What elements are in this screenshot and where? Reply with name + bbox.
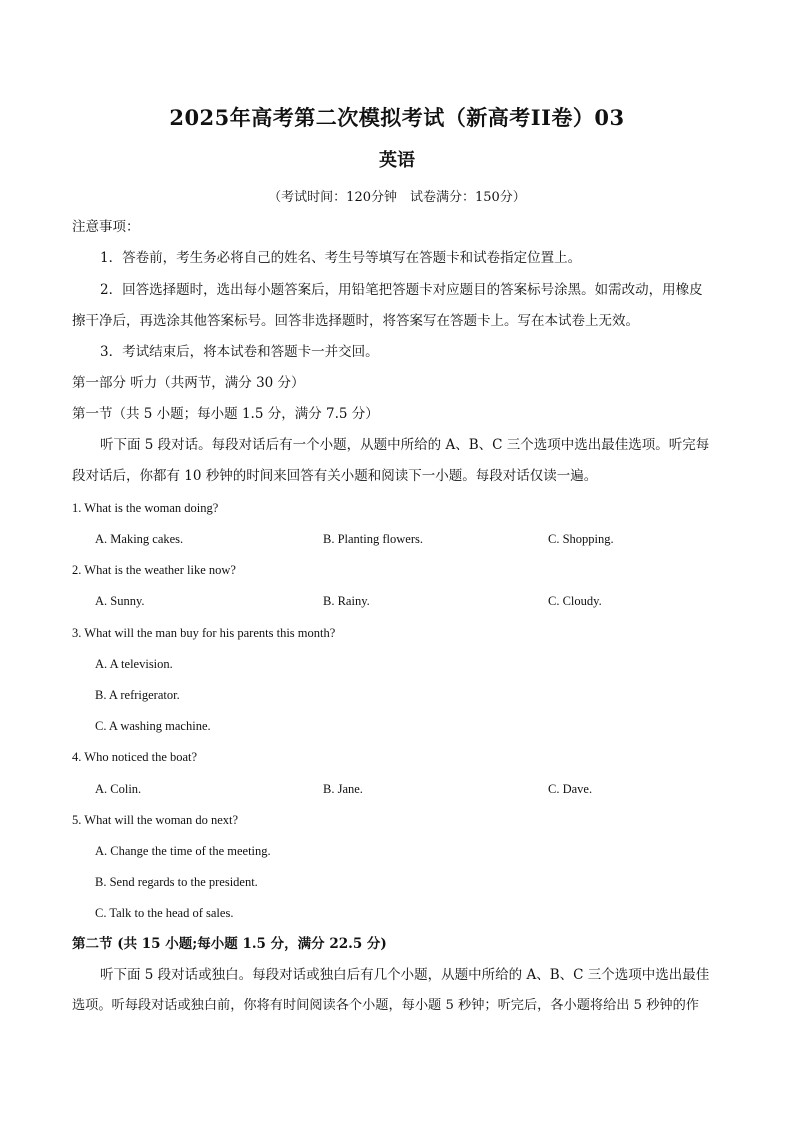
- subject-title: 英语: [379, 150, 415, 171]
- section2-instructions-line-1: 听下面 5 段对话或独白。每段对话或独白后有几个小题，从题中所给的 A、B、C 三个选项中选出最佳: [100, 967, 710, 983]
- question-3-option-c: C. A washing machine.: [95, 719, 211, 733]
- question-5-option-a: A. Change the time of the meeting.: [95, 844, 271, 858]
- question-4-option-b: B. Jane.: [323, 782, 363, 796]
- question-1-option-a: A. Making cakes.: [95, 532, 184, 546]
- question-3-option-b: B. A refrigerator.: [95, 688, 180, 702]
- section2-instructions-line-2: 选项。听每段对话或独白前，你将有时间阅读各个小题，每小题 5 秒钟；听完后，各小题将给出 5 秒钟的作: [72, 998, 699, 1013]
- page-title: 2025年高考第二次模拟考试（新高考II卷）03: [169, 105, 625, 130]
- question-5-option-b: B. Send regards to the president.: [95, 875, 258, 889]
- question-3-option-a: A. A television.: [95, 657, 173, 671]
- question-4-option-a: A. Colin.: [95, 782, 142, 796]
- note-3: 3．考试结束后，将本试卷和答题卡一并交回。: [100, 344, 379, 360]
- question-2: 2. What is the weather like now?: [72, 563, 236, 577]
- question-1-option-b: B. Planting flowers.: [323, 532, 423, 546]
- question-2-option-a: A. Sunny.: [95, 594, 145, 608]
- question-2-option-b: B. Rainy.: [323, 594, 370, 608]
- section1-instructions-line-1: 听下面 5 段对话。每段对话后有一个小题，从题中所给的 A、B、C 三个选项中选出最佳选项。听完每: [100, 437, 710, 453]
- question-2-option-c: C. Cloudy.: [548, 594, 602, 608]
- question-4-option-c: C. Dave.: [548, 782, 593, 796]
- note-2-line-1: 2．回答选择题时，选出每小题答案后，用铅笔把答题卡对应题目的答案标号涂黑。如需改动，用橡皮: [100, 282, 703, 298]
- question-5: 5. What will the woman do next?: [72, 813, 239, 827]
- section2-heading: 第二节 (共 15 小题;每小题 1.5 分，满分 22.5 分): [72, 936, 387, 952]
- question-5-option-c: C. Talk to the head of sales.: [95, 906, 234, 920]
- part1-heading: 第一部分 听力（共两节，满分 30 分）: [72, 375, 305, 391]
- section1-instructions-line-2: 段对话后，你都有 10 秒钟的时间来回答有关小题和阅读下一小题。每段对话仅读一遍。: [72, 468, 598, 484]
- note-1: 1．答卷前，考生务必将自己的姓名、考生号等填写在答题卡和试卷指定位置上。: [100, 250, 582, 266]
- question-1: 1. What is the woman doing?: [72, 501, 219, 515]
- question-1-option-c: C. Shopping.: [548, 532, 614, 546]
- section1-heading: 第一节（共 5 小题；每小题 1.5 分，满分 7.5 分）: [72, 406, 379, 422]
- note-2-line-2: 擦干净后，再选涂其他答案标号。回答非选择题时，将答案写在答题卡上。写在本试卷上无效。: [72, 313, 639, 329]
- question-3: 3. What will the man buy for his parents this month?: [72, 626, 336, 640]
- exam-time-info: （考试时间：120分钟 试卷满分：150分）: [268, 190, 526, 205]
- question-4: 4. Who noticed the boat?: [72, 750, 198, 764]
- notes-heading: 注意事项：: [72, 219, 140, 235]
